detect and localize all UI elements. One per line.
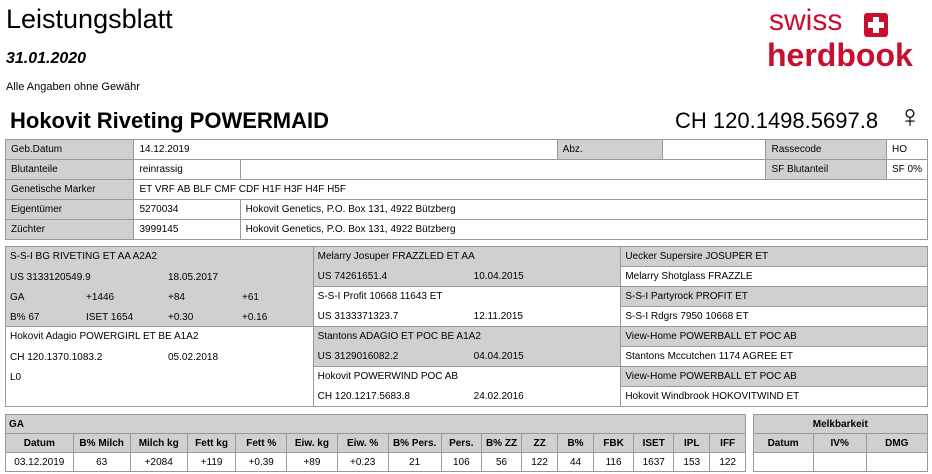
dam-cell bbox=[6, 327, 314, 407]
dam-lactation: L0 bbox=[10, 372, 22, 383]
perf-cell: 03.12.2019 bbox=[6, 453, 74, 472]
col-header: IPL bbox=[674, 434, 710, 453]
perf-cell: 116 bbox=[593, 453, 633, 472]
perf-cell: 153 bbox=[674, 453, 710, 472]
sss-cell bbox=[621, 247, 928, 267]
blood-value: reinrassig bbox=[134, 160, 240, 180]
sire-sire-date: 10.04.2015 bbox=[473, 271, 524, 282]
pedigree-table bbox=[5, 246, 928, 407]
breeder-name: Hokovit Genetics, P.O. Box 131, 4922 Bützberg bbox=[240, 220, 927, 240]
dam-dam-name: Hokovit POWERWIND POC AB bbox=[317, 371, 459, 382]
col-header: IFF bbox=[710, 434, 746, 453]
dam-dam-cell bbox=[313, 367, 621, 407]
perf-cell: +2084 bbox=[130, 453, 187, 472]
col-header: B% Milch bbox=[73, 434, 130, 453]
info-row-markers bbox=[6, 180, 928, 200]
col-header: ZZ bbox=[522, 434, 558, 453]
perf-cell: +0.23 bbox=[337, 453, 388, 472]
col-header: Eiw. % bbox=[337, 434, 388, 453]
page-title: Leistungsblatt bbox=[6, 4, 173, 34]
owner-name: Hokovit Genetics, P.O. Box 131, 4922 Bützberg bbox=[240, 200, 927, 220]
info-row-owner bbox=[6, 200, 928, 220]
perf-cell: 44 bbox=[558, 453, 594, 472]
melk-cell bbox=[753, 453, 813, 472]
sire-dam-date: 12.11.2015 bbox=[473, 311, 523, 322]
perf-cell: +0.39 bbox=[236, 453, 287, 472]
blood-extra bbox=[240, 160, 766, 180]
ddd-cell bbox=[621, 387, 928, 407]
breeder-number: 3999145 bbox=[134, 220, 240, 240]
sds-cell bbox=[621, 287, 928, 307]
dds-cell bbox=[621, 367, 928, 387]
dam-id: CH 120.1370.1083.2 bbox=[10, 352, 103, 363]
info-row-birth bbox=[6, 140, 928, 160]
sire-sire-id: US 74261651.4 bbox=[317, 271, 388, 282]
melk-cell bbox=[813, 453, 866, 472]
dss-cell bbox=[621, 327, 928, 347]
col-header: FBK bbox=[593, 434, 633, 453]
col-header: ISET bbox=[634, 434, 674, 453]
sire-dam-id: US 3133371323.7 bbox=[317, 311, 399, 322]
sire-fat-value: +84 bbox=[168, 292, 185, 303]
dam-sire-date: 04.04.2015 bbox=[473, 351, 524, 362]
sire-cell bbox=[6, 247, 314, 327]
col-header: Milch kg bbox=[130, 434, 187, 453]
sire-iset: ISET 1654 bbox=[86, 312, 134, 323]
logo-swiss-text: swiss bbox=[769, 4, 843, 37]
perf-section-label: GA bbox=[6, 415, 746, 434]
sire-dam-name: S-S-I Profit 10668 11643 ET bbox=[317, 291, 443, 302]
sire-protein-pct: +0.16 bbox=[242, 312, 268, 323]
animal-id: CH 120.1498.5697.8 bbox=[675, 108, 879, 133]
perf-cell: 21 bbox=[388, 453, 441, 472]
perf-cell: +119 bbox=[187, 453, 236, 472]
col-header: B% ZZ bbox=[481, 434, 521, 453]
col-header: Datum bbox=[6, 434, 74, 453]
info-row-breeder bbox=[6, 220, 928, 240]
melk-cell bbox=[866, 453, 927, 472]
sf-blood-value: SF 0% bbox=[886, 160, 927, 180]
swiss-cross-icon bbox=[864, 13, 888, 37]
perf-header-row bbox=[6, 434, 928, 453]
sire-dam-cell bbox=[313, 287, 621, 327]
disclaimer: Alle Angaben ohne Gewähr bbox=[6, 81, 140, 93]
dam-dam-id: CH 120.1217.5683.8 bbox=[317, 391, 410, 402]
dam-name: Hokovit Adagio POWERGIRL ET BE A1A2 bbox=[10, 331, 199, 342]
birthdate-label: Geb.Datum bbox=[6, 140, 134, 160]
animal-name: Hokovit Riveting POWERMAID bbox=[10, 108, 330, 133]
abz-value bbox=[662, 140, 766, 160]
swissherdbook-logo bbox=[765, 4, 930, 74]
sire-protein-value: +61 bbox=[242, 292, 259, 303]
dds-name: View-Home POWERBALL ET POC AB bbox=[625, 371, 797, 382]
female-icon: ♀ bbox=[898, 98, 922, 134]
ssd-cell bbox=[621, 267, 928, 287]
sire-milk-value: +1446 bbox=[86, 292, 115, 303]
dam-dam-date: 24.02.2016 bbox=[473, 391, 524, 402]
breedcode-label: Rassecode bbox=[766, 140, 887, 160]
breedcode-value: HO bbox=[886, 140, 927, 160]
melk-col-header: Datum bbox=[753, 434, 813, 453]
col-header: Eiw. kg bbox=[287, 434, 338, 453]
melk-col-header: IV% bbox=[813, 434, 866, 453]
col-header: Fett kg bbox=[187, 434, 236, 453]
dam-sire-name: Stantons ADAGIO ET POC BE A1A2 bbox=[317, 331, 481, 342]
perf-data-row bbox=[6, 453, 928, 472]
sds-name: S-S-I Partyrock PROFIT ET bbox=[625, 291, 748, 302]
perf-cell: 63 bbox=[73, 453, 130, 472]
dsd-cell bbox=[621, 347, 928, 367]
sire-reliability: B% 67 bbox=[10, 312, 40, 323]
owner-number: 5270034 bbox=[134, 200, 240, 220]
dam-sire-cell bbox=[313, 327, 621, 367]
perf-cell: +89 bbox=[287, 453, 338, 472]
ddd-name: Hokovit Windbrook HOKOVITWIND ET bbox=[625, 391, 800, 402]
blood-label: Blutanteile bbox=[6, 160, 134, 180]
sire-sire-name: Melarry Josuper FRAZZLED ET AA bbox=[317, 251, 475, 262]
perf-cell: 56 bbox=[481, 453, 521, 472]
dss-name: View-Home POWERBALL ET POC AB bbox=[625, 331, 797, 342]
sire-id: US 3133120549.9 bbox=[10, 272, 91, 283]
sire-index-label: GA bbox=[10, 292, 25, 303]
sf-blood-label: SF Blutanteil bbox=[766, 160, 887, 180]
owner-label: Eigentümer bbox=[6, 200, 134, 220]
col-header: B% Pers. bbox=[388, 434, 441, 453]
markers-value: ET VRF AB BLF CMF CDF H1F H3F H4F H5F bbox=[134, 180, 928, 200]
report-date: 31.01.2020 bbox=[6, 50, 87, 67]
sire-name: S-S-I BG RIVETING ET AA A2A2 bbox=[10, 251, 158, 262]
animal-info-table bbox=[5, 139, 928, 240]
dsd-name: Stantons Mccutchen 1174 AGREE ET bbox=[625, 351, 793, 362]
melk-section-label: Melkbarkeit bbox=[753, 415, 927, 434]
breeder-label: Züchter bbox=[6, 220, 134, 240]
perf-cell: 122 bbox=[710, 453, 746, 472]
performance-table bbox=[5, 414, 928, 472]
perf-cell: 106 bbox=[441, 453, 481, 472]
ssd-name: Melarry Shotglass FRAZZLE bbox=[625, 271, 753, 282]
col-header: Pers. bbox=[441, 434, 481, 453]
sdd-name: S-S-I Rdgrs 7950 10668 ET bbox=[625, 311, 749, 322]
sire-fat-pct: +0.30 bbox=[168, 312, 194, 323]
info-row-blood bbox=[6, 160, 928, 180]
birthdate-value: 14.12.2019 bbox=[134, 140, 557, 160]
dam-birthdate: 05.02.2018 bbox=[168, 352, 219, 363]
abz-label: Abz. bbox=[557, 140, 662, 160]
perf-cell: 1637 bbox=[634, 453, 674, 472]
col-header: B% bbox=[558, 434, 594, 453]
sss-name: Uecker Supersire JOSUPER ET bbox=[625, 251, 769, 262]
markers-label: Genetische Marker bbox=[6, 180, 134, 200]
melk-col-header: DMG bbox=[866, 434, 927, 453]
dam-sire-id: US 3129016082.2 bbox=[317, 351, 399, 362]
col-header: Fett % bbox=[236, 434, 287, 453]
perf-section-row bbox=[6, 415, 928, 434]
logo-herdbook-text: herdbook bbox=[767, 37, 913, 73]
sire-birthdate: 18.05.2017 bbox=[168, 272, 219, 283]
perf-cell: 122 bbox=[522, 453, 558, 472]
sdd-cell bbox=[621, 307, 928, 327]
sire-sire-cell bbox=[313, 247, 621, 287]
